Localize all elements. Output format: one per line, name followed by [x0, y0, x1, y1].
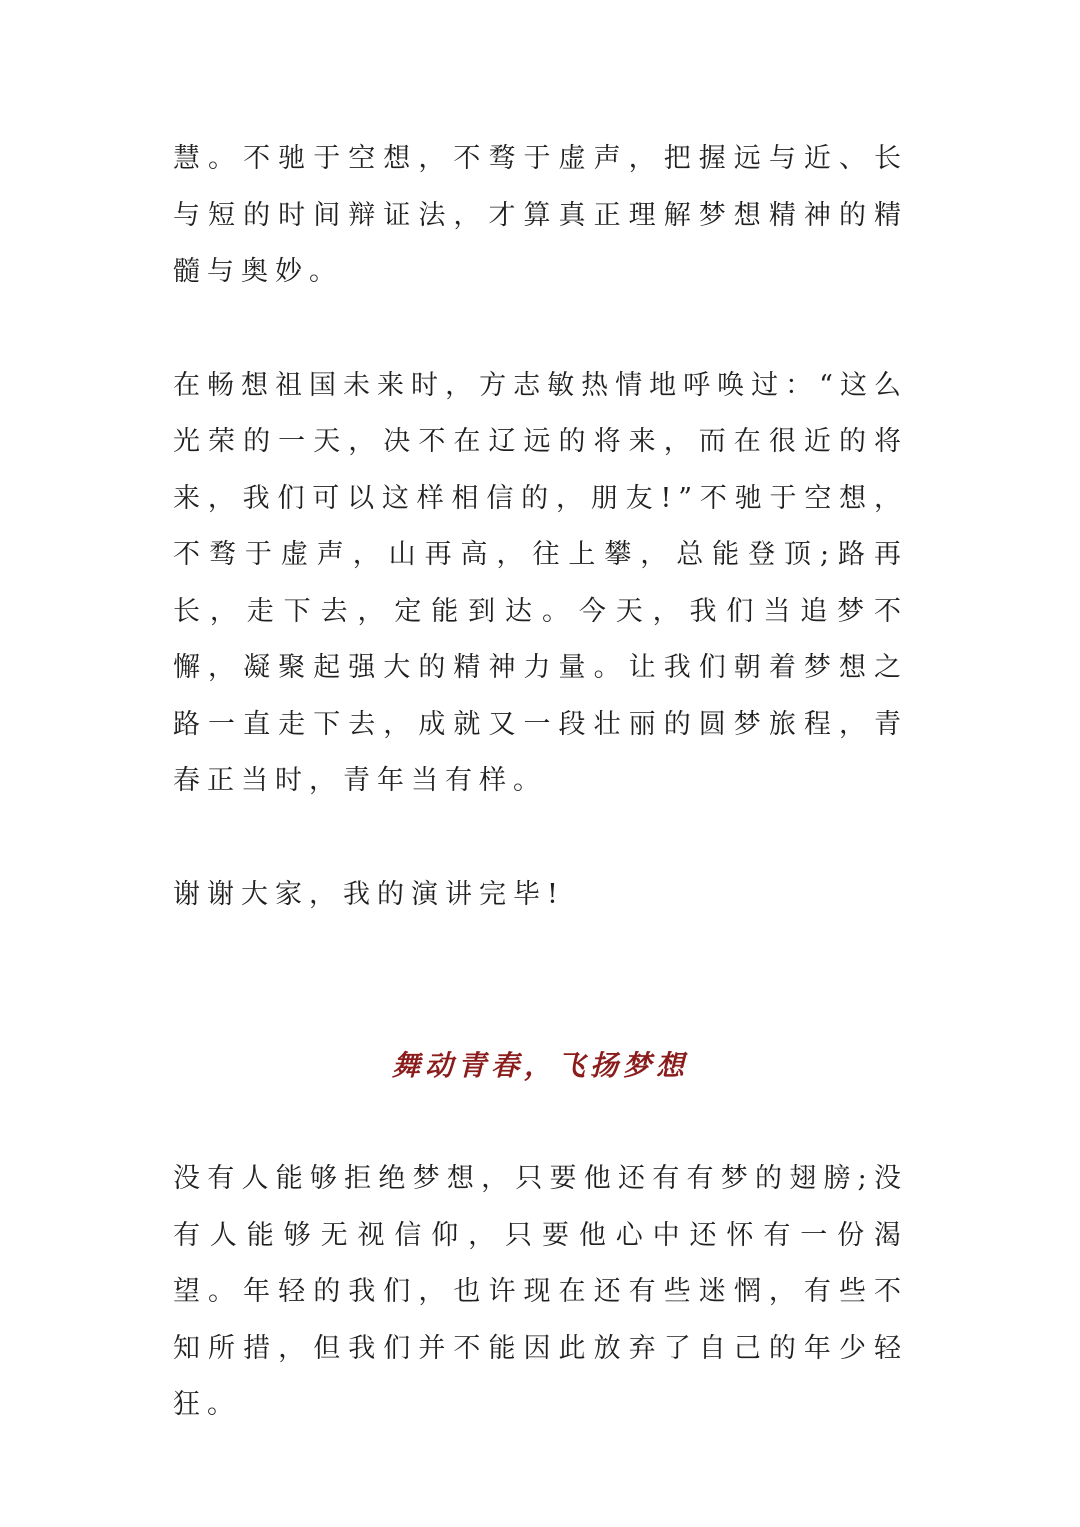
paragraph-dreams: 没有人能够拒绝梦想，只要他还有有梦的翅膀;没有人能够无视信仰，只要他心中还怀有一份渴望。年轻的我们，也许现在还有些迷惘，有些不知所措，但我们并不能因此放弃了自己的年少轻狂。 — [173, 1163, 908, 1420]
document-page — [173, 131, 908, 1434]
paragraph-wisdom: 慧。不驰于空想，不骛于虚声，把握远与近、长与短的时间辩证法，才算真正理解梦想精神的精髓与奥妙。 — [173, 143, 908, 287]
paragraph-thanks: 谢谢大家，我的演讲完毕! — [173, 878, 565, 910]
section-title: 舞动青春，飞扬梦想 — [391, 1049, 689, 1082]
paragraph-fang-zhimin: 在畅想祖国未来时，方志敏热情地呼唤过：“这么光荣的一天，决不在辽远的将来，而在很近的将来，我们可以这样相信的，朋友!”不驰于空想，不骛于虚声，山再高，往上攀，总能登顶;路再长，走下去，定能到达。今天，我们当追梦不懈，凝聚起强大的精神力量。让我们朝着梦想之路一直走下去，成就又一段壮丽的圆梦旅程，青春正当时，青年当有样。 — [173, 369, 908, 796]
